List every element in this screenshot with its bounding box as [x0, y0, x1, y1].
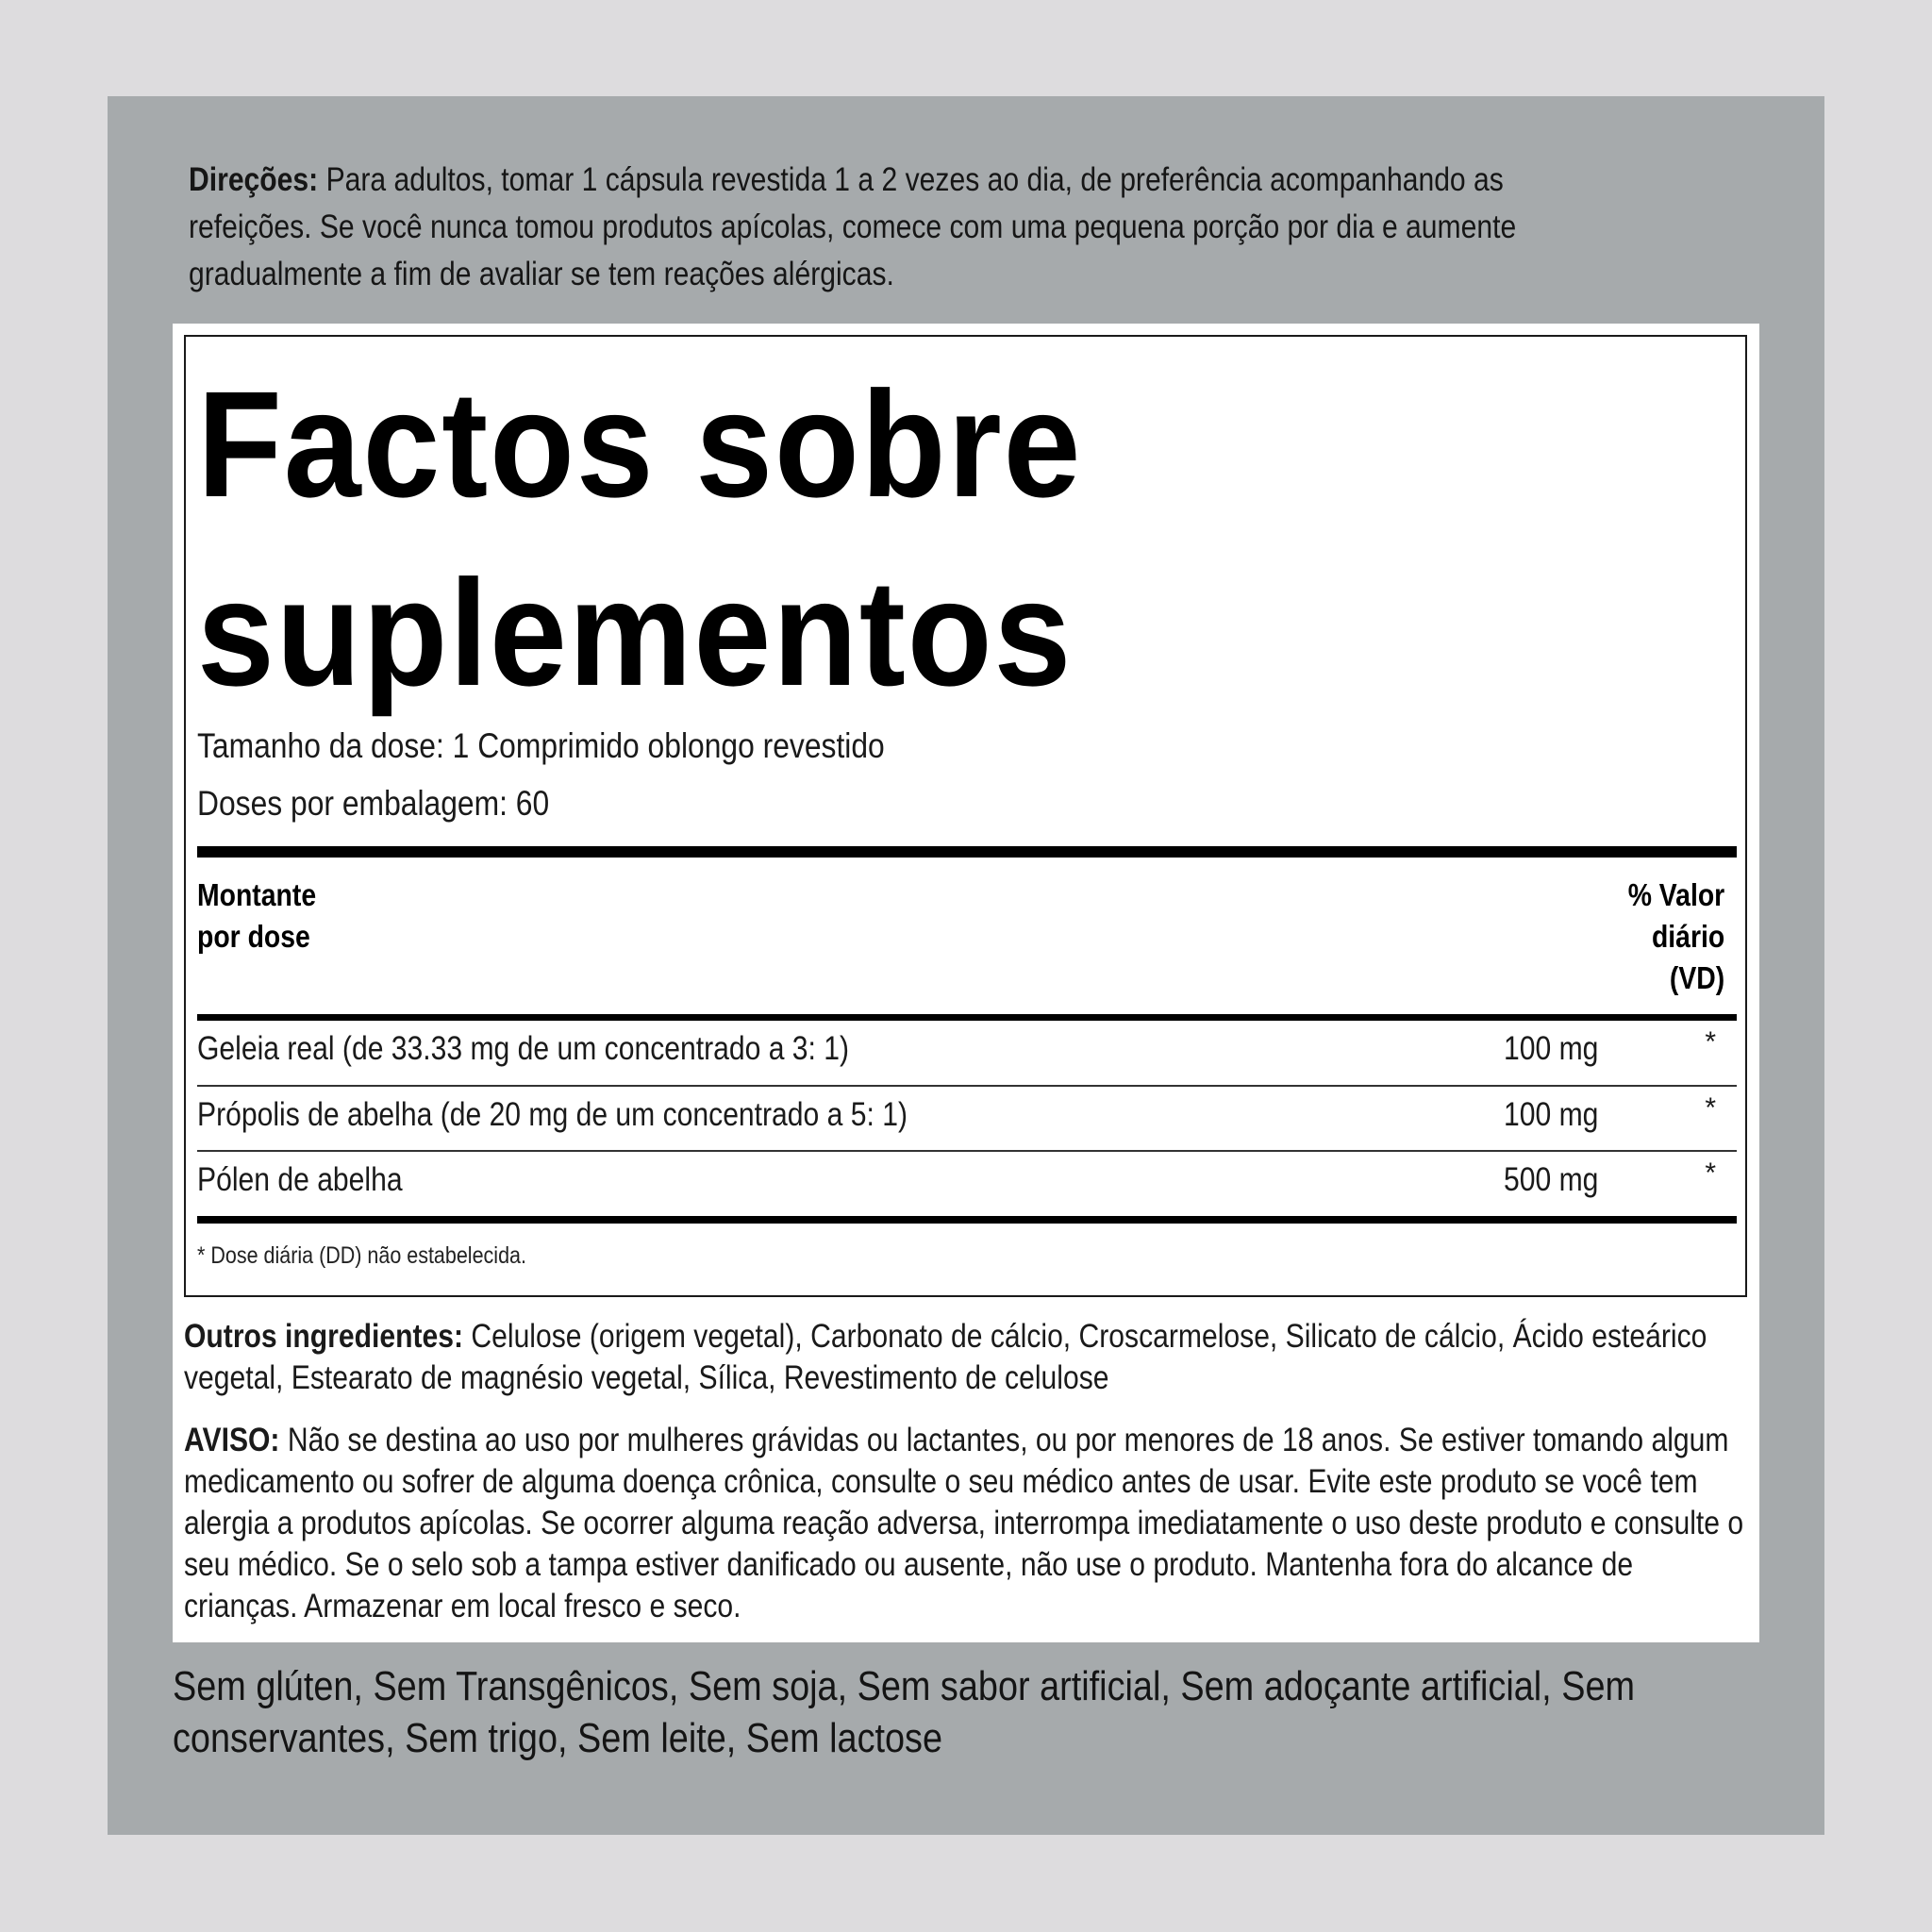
free-from-claims: Sem glúten, Sem Transgênicos, Sem soja, Sem sabor artificial, Sem adoçante artificial, Sem conservantes, Sem trigo, Sem leite, Sem lactose — [173, 1663, 1636, 1761]
ingredient-name: Geleia real (de 33.33 mg de um concentrado a 3: 1) — [197, 1030, 850, 1067]
serving-size: Tamanho da dose: 1 Comprimido oblongo revestido — [197, 726, 885, 765]
medium-divider — [197, 1014, 1737, 1021]
ingredient-dv: * — [1705, 1026, 1716, 1058]
ingredient-name: Própolis de abelha (de 20 mg de um concentrado a 5: 1) — [197, 1096, 908, 1133]
amount-per-serving-header — [197, 874, 316, 958]
ingredient-dv: * — [1705, 1092, 1716, 1124]
ingredient-amount: 100 mg — [1504, 1030, 1599, 1067]
directions-paragraph — [189, 157, 1519, 298]
ingredient-name: Pólen de abelha — [197, 1161, 403, 1198]
amount-header-line2: por dose — [197, 919, 310, 954]
other-ingredients-text: Celulose (origem vegetal), Carbonato de cálcio, Croscarmelose, Silicato de cálcio, Ácido esteárico vegetal, Estearato de magnésio vegetal, Sílica, Revestimento de celulose — [184, 1318, 1707, 1396]
daily-value-header — [1627, 874, 1724, 999]
ingredient-amount: 500 mg — [1504, 1161, 1599, 1198]
table-row — [197, 1021, 1737, 1083]
ingredient-dv: * — [1705, 1158, 1716, 1189]
other-ingredients-label: Outros ingredientes: — [184, 1318, 464, 1355]
dv-header-line1: % Valor — [1627, 877, 1724, 912]
facts-title — [197, 350, 1499, 727]
amount-header-line1: Montante — [197, 877, 317, 912]
ingredient-amount: 100 mg — [1504, 1096, 1599, 1133]
other-ingredients — [184, 1316, 1750, 1399]
supplement-facts-box — [184, 335, 1747, 1297]
dv-header-line3: (VD) — [1669, 960, 1724, 995]
facts-title-line2: suplementos — [197, 548, 1074, 717]
facts-title-line1: Factos sobre — [197, 359, 1083, 528]
directions-text: Para adultos, tomar 1 cápsula revestida 1 a 2 vezes ao dia, de preferência acompanhando as refeições. Se você nunca tomou produtos apícolas, comece com uma pequena porção por dia e aumente gradualmente a fim de avaliar se tem reações alérgicas. — [189, 161, 1517, 292]
daily-value-footnote: * Dose diária (DD) não estabelecida. — [197, 1242, 526, 1269]
directions-label: Direções: — [189, 161, 319, 198]
dv-header-line2: diário — [1651, 919, 1724, 954]
servings-per-container: Doses por embalagem: 60 — [197, 784, 550, 823]
bottom-divider — [197, 1216, 1737, 1224]
warning — [184, 1420, 1750, 1627]
warning-label: AVISO: — [184, 1422, 280, 1458]
thick-divider — [197, 846, 1737, 858]
table-row — [197, 1152, 1737, 1214]
table-row — [197, 1087, 1737, 1149]
warning-text: Não se destina ao uso por mulheres grávidas ou lactantes, ou por menores de 18 anos. Se estiver tomando algum medicamento ou sofrer de alguma doença crônica, consulte o seu médico antes de usar. Evite este produto se você tem alergia a produtos apícolas. Se ocorrer alguma reação adversa, interrompa imediatamente o uso deste produto e consulte o seu médico. Se o selo sob a tampa estiver danificado ou ausente, não use o produto. Mantenha fora do alcance de crianças. Armazenar em local fresco e seco. — [184, 1422, 1744, 1624]
